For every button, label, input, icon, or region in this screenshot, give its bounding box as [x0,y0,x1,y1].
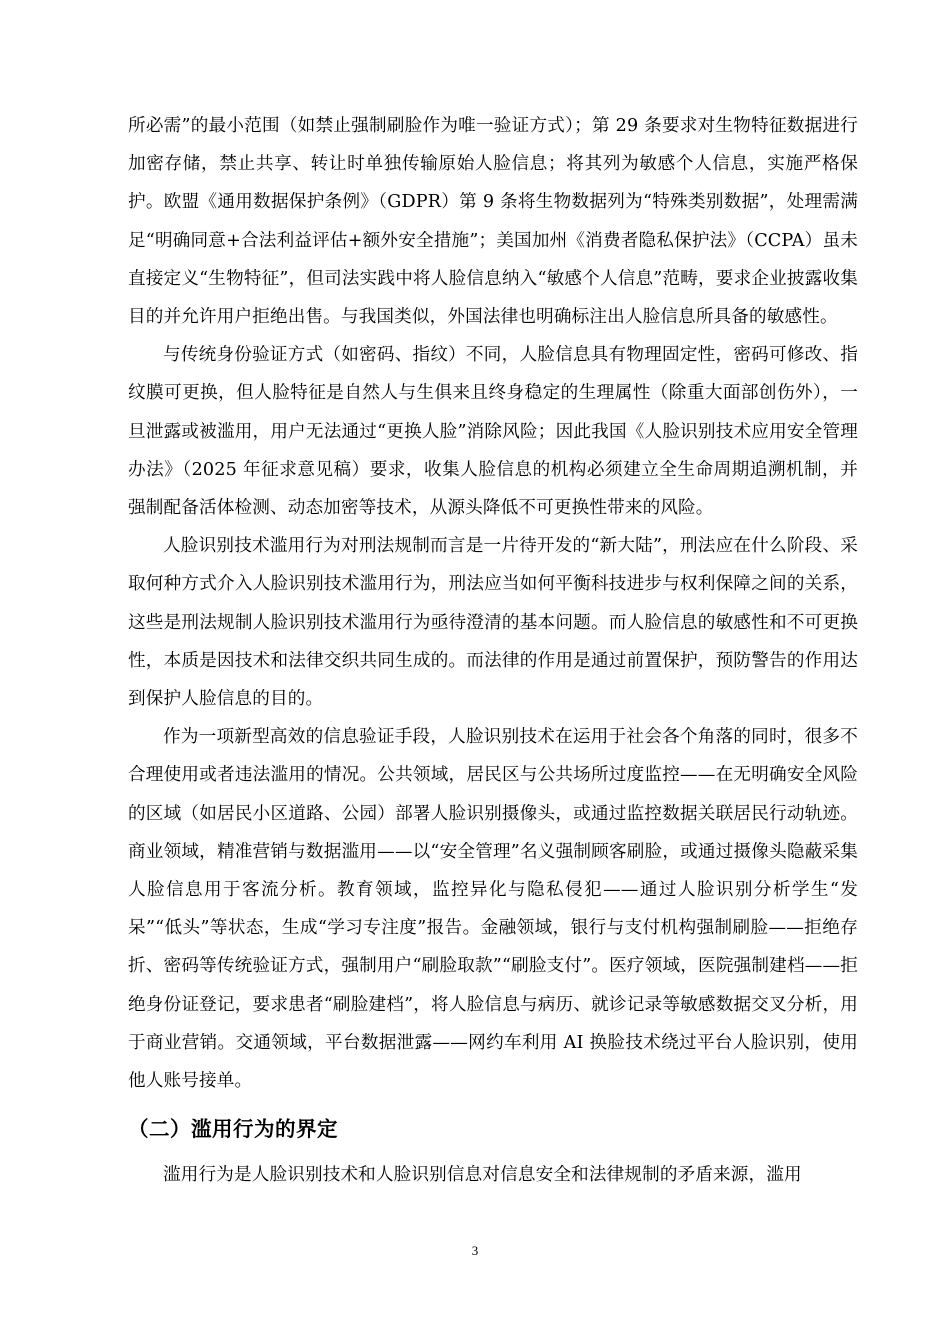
section-heading: （二）滥用行为的界定 [128,1117,338,1142]
paragraph-1: 所必需”的最小范围（如禁止强制刷脸作为唯一验证方式）；第 29 条要求对生物特征数据进行加密存储，禁止共享、转让时单独传输原始人脸信息；将其列为敏感个人信息，实施严格保护。欧盟《通用数据保护条例》（GDPR）第 9 条将生物数据列为“特殊类别数据”，处理需满足“明确同意+合法利益评估+额外安全措施”；美国加州《消费者隐私保护法》（CCPA）虽未直接定义“生物特征”，但司法实践中将人脸信息纳入“敏感个人信息”范畴，要求企业披露收集目的并允许用户拒绝出售。与我国类似，外国法律也明确标注出人脸信息所具备的敏感性。 [128,116,858,328]
paragraph-3: 人脸识别技术滥用行为对刑法规制而言是一片待开发的“新大陆”，刑法应在什么阶段、采取何种方式介入人脸识别技术滥用行为，刑法应当如何平衡科技进步与权利保障之间的关系，这些是刑法规制人脸识别技术滥用行为亟待澄清的基本问题。而人脸信息的敏感性和不可更换性，本质是因技术和法律交织共同生成的。而法律的作用是通过前置保护，预防警告的作用达到保护人脸信息的目的。 [128,536,858,710]
paragraph-2: 与传统身份验证方式（如密码、指纹）不同，人脸信息具有物理固定性，密码可修改、指纹膜可更换，但人脸特征是自然人与生俱来且终身稳定的生理属性（除重大面部创伤外），一旦泄露或被滥用，用户无法通过“更换人脸”消除风险；因此我国《人脸识别技术应用安全管理办法》（2025 年征求意见稿）要求，收集人脸信息的机构必须建立全生命周期追溯机制，并强制配备活体检测、动态加密等技术，从源头降低不可更换性带来的风险。 [128,345,858,519]
paragraph-5: 滥用行为是人脸识别技术和人脸识别信息对信息安全和法律规制的矛盾来源，滥用 [163,1165,802,1186]
page-number: 3 [471,1243,479,1258]
body-text [128,107,858,1194]
paragraph-4: 作为一项新型高效的信息验证手段，人脸识别技术在运用于社会各个角落的同时，很多不合理使用或者违法滥用的情况。公共领域，居民区与公共场所过度监控——在无明确安全风险的区域（如居民小区道路、公园）部署人脸识别摄像头，或通过监控数据关联居民行动轨迹。商业领域，精准营销与数据滥用——以“安全管理”名义强制顾客刷脸，或通过摄像头隐蔽采集人脸信息用于客流分析。教育领域，监控异化与隐私侵犯——通过人脸识别分析学生“发呆”“低头”等状态，生成“学习专注度”报告。金融领域，银行与支付机构强制刷脸——拒绝存折、密码等传统验证方式，强制用户“刷脸取款”“刷脸支付”。医疗领域，医院强制建档——拒绝身份证登记，要求患者“刷脸建档”，将人脸信息与病历、就诊记录等敏感数据交叉分析，用于商业营销。交通领域，平台数据泄露——网约车利用 AI 换脸技术绕过平台人脸识别，使用他人账号接单。 [128,727,858,1092]
